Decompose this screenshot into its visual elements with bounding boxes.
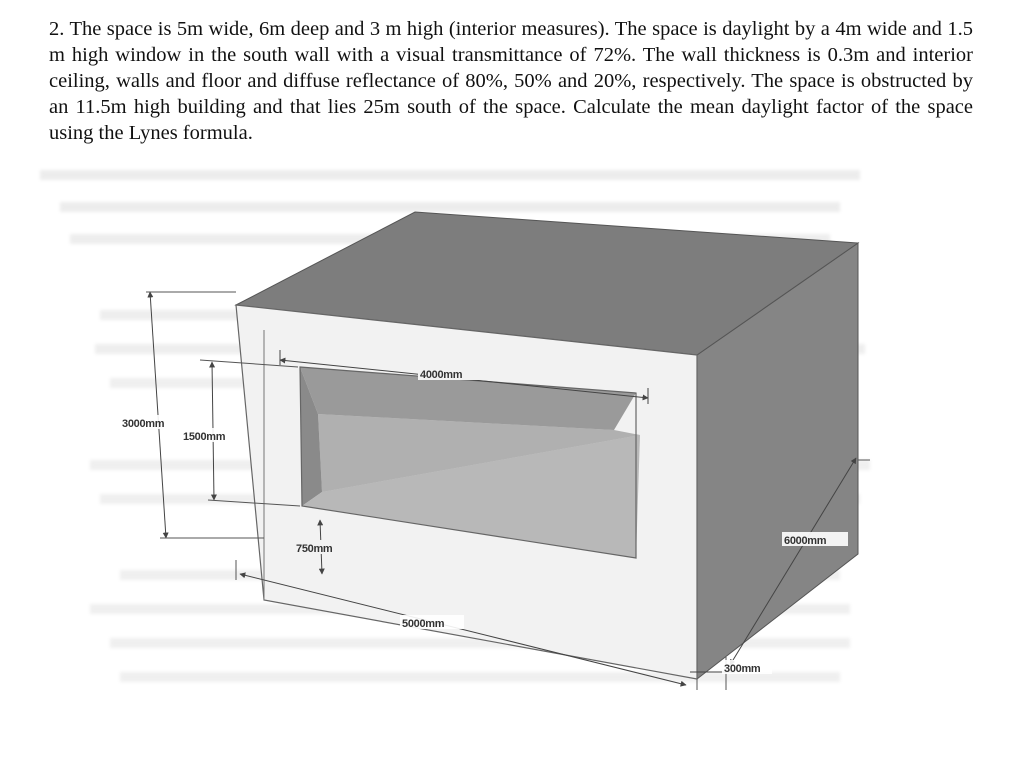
room-diagram	[0, 160, 1024, 781]
label-wall-thickness: 300mm	[724, 663, 761, 675]
label-window-width: 4000mm	[420, 369, 463, 381]
label-room-depth: 6000mm	[784, 535, 827, 547]
label-room-height: 3000mm	[122, 418, 165, 430]
label-window-height: 1500mm	[183, 431, 226, 443]
label-room-width: 5000mm	[402, 618, 445, 630]
problem-statement: 2. The space is 5m wide, 6m deep and 3 m high (interior measures). The space is daylight by a 4m wide and 1.5 m high window in the south wall with a visual transmittance of 72%. The wall thickness is 0.3m and interior ceiling, walls and floor and diffuse reflectance of 80%, 50% and 20%, respectively. The space is obstructed by an 11.5m high building and that lies 25m south of the space. Calculate the mean daylight factor of the space using the Lynes formula.	[49, 18, 973, 144]
label-sill-height: 750mm	[296, 543, 333, 555]
